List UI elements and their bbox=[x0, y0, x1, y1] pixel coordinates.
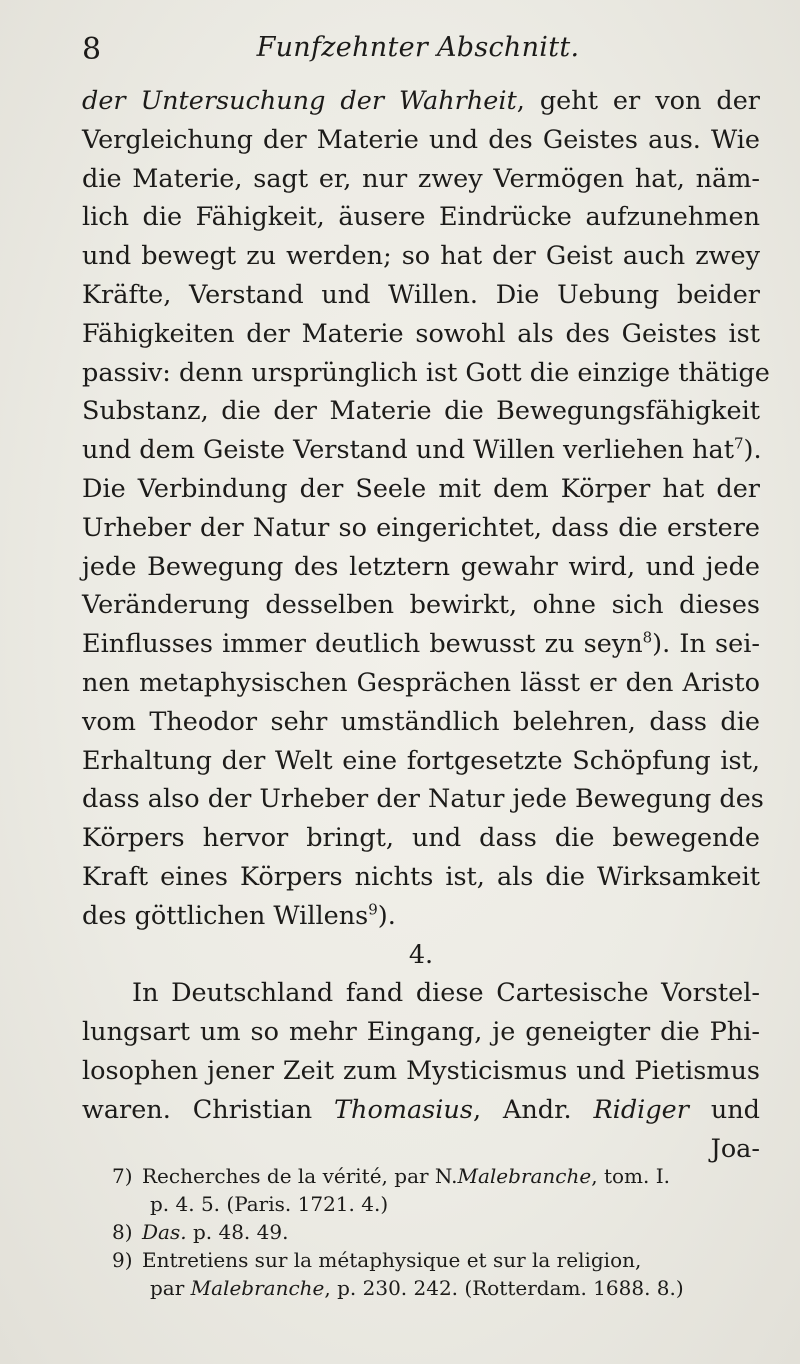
text-line: dass also der Urheber der Natur jede Bewegung des bbox=[82, 784, 764, 815]
section-number: 4. bbox=[408, 939, 434, 970]
footnote-marker: 8 bbox=[642, 628, 653, 647]
text-line: Erhaltung der Welt eine fortgesetzte Schöpfung ist, bbox=[82, 745, 760, 776]
page-number: 8 bbox=[82, 32, 102, 67]
page-header bbox=[78, 28, 758, 68]
text-line: waren. Christian Thomasius, Andr. Ridiger und bbox=[82, 1094, 760, 1125]
text-line: jede Bewegung des letztern gewahr wird, und jede bbox=[82, 551, 760, 582]
footnote-9: 9) Entretiens sur la métaphysique et sur la religion, bbox=[112, 1248, 642, 1272]
running-head: Funfzehnter Abschnitt. bbox=[256, 32, 580, 63]
text-line: passiv: denn ursprünglich ist Gott die einzige thätige bbox=[82, 357, 770, 388]
text-line: Urheber der Natur so eingerichtet, dass die erstere bbox=[82, 512, 760, 543]
text-line: lungsart um so mehr Eingang, je geneigter die Phi- bbox=[82, 1017, 760, 1048]
text-line: Veränderung desselben bewirkt, ohne sich dieses bbox=[82, 590, 760, 621]
footnote-7: 7) Recherches de la vérité, par N.Malebranche, tom. I. bbox=[112, 1164, 670, 1188]
italic-title: der Untersuchung der Wahrheit bbox=[82, 86, 517, 116]
text-line: losophen jener Zeit zum Mysticismus und Pietismus bbox=[82, 1055, 760, 1086]
text-line: Fähigkeiten der Materie sowohl als des Geistes ist bbox=[82, 318, 760, 349]
footnote-9-continued: par Malebranche, p. 230. 242. (Rotterdam. 1688. 8.) bbox=[150, 1276, 684, 1300]
body-text bbox=[82, 82, 770, 1168]
text-line: nen metaphysischen Gesprächen lässt er den Aristo bbox=[82, 667, 760, 698]
text-line: Die Verbindung der Seele mit dem Körper hat der bbox=[82, 473, 760, 504]
footnote-marker: 9 bbox=[368, 900, 378, 919]
footnote-8: 8) Das. p. 48. 49. bbox=[112, 1220, 289, 1244]
italic-name: Thomasius bbox=[334, 1094, 473, 1125]
text-line: Vergleichung der Materie und des Geistes aus. Wie bbox=[82, 124, 760, 155]
text-line: Substanz, die der Materie die Bewegungsfähigkeit bbox=[82, 396, 760, 427]
text-line: vom Theodor sehr umständlich belehren, dass die bbox=[82, 706, 760, 737]
text-line: die Materie, sagt er, nur zwey Vermögen hat, näm- bbox=[82, 163, 760, 194]
footnote-marker: 7 bbox=[734, 434, 744, 453]
footnote-7-continued: p. 4. 5. (Paris. 1721. 4.) bbox=[150, 1192, 389, 1216]
text-line: lich die Fähigkeit, äusere Eindrücke aufzunehmen bbox=[82, 202, 760, 233]
italic-name: Ridiger bbox=[593, 1094, 689, 1125]
text-line: Körpers hervor bringt, und dass die bewegende bbox=[82, 823, 760, 854]
text-line: und bewegt zu werden; so hat der Geist auch zwey bbox=[82, 241, 760, 272]
text-line: In Deutschland fand diese Cartesische Vorstel- bbox=[132, 978, 760, 1009]
text-line: der Untersuchung der Wahrheit, geht er von der bbox=[82, 86, 760, 116]
text-line: Kraft eines Körpers nichts ist, als die Wirksamkeit bbox=[82, 861, 760, 892]
text-line: Einflusses immer deutlich bewusst zu seyn$^8$). In sei- bbox=[82, 628, 760, 660]
catchword: Joa- bbox=[710, 1133, 760, 1164]
footnotes bbox=[112, 1162, 772, 1302]
text-line: Kräfte, Verstand und Willen. Die Uebung beider bbox=[82, 279, 760, 310]
text-line: und dem Geiste Verstand und Willen verliehen hat$^7$). bbox=[82, 434, 762, 466]
text-line: des göttlichen Willens$^9$). bbox=[82, 900, 396, 931]
